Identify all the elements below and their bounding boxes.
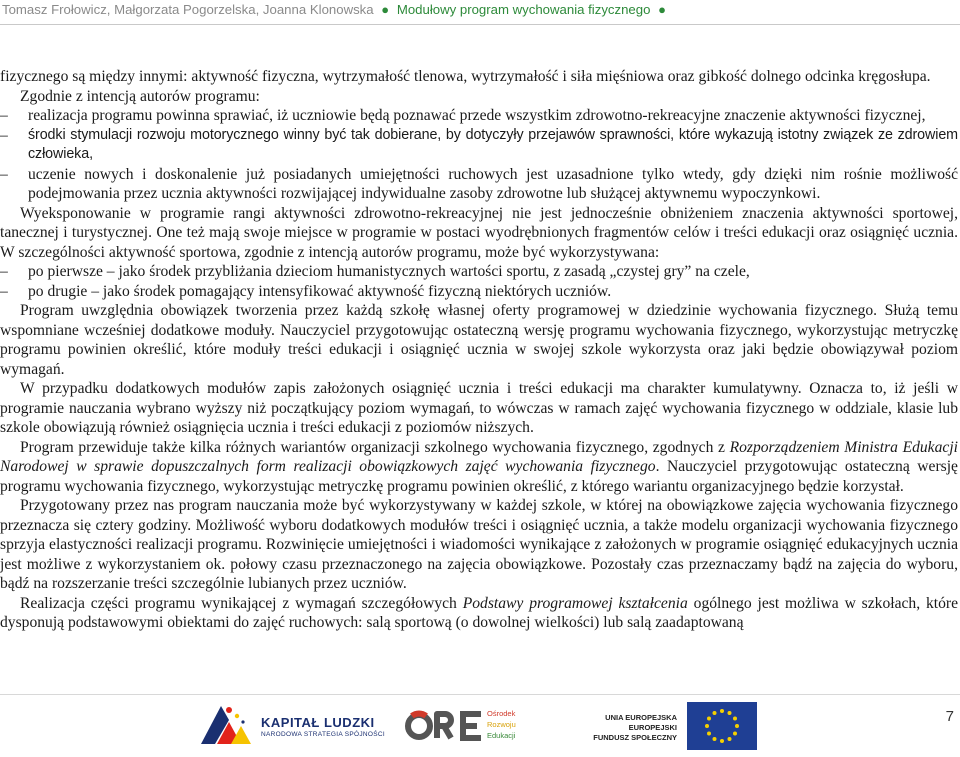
eu-logo-line: FUNDUSZ SPOŁECZNY [593,733,677,742]
paragraph-variants-a: Program przewiduje także kilka różnych wariantów organizacji szkolnego wychowania fizycznego, zgodnych z [20,438,730,456]
core-curriculum-title: Podstawy programowej kształcenia [462,594,688,612]
kapital-ludzki-tagline: NARODOWA STRATEGIA SPÓJNOŚCI [261,731,385,738]
bullet-dot-icon: ● [658,2,666,17]
paragraph-usage: Przygotowany przez nas program nauczania może być wykorzystywany w każdej szkole, w której na obowiązkowe zajęcia wychowania fizycznego przeznacza się cztery godziny. Możliwość wyboru dodatkowych modułów treści i osiągnięć ucznia, a także modelu organizacji wychowania fizycznego sprzyja elastyczności realizacji programu. Rozwinięcie umiejętności i wiadomości wynikające z założonych w programie osiągnięć edukacyjnych ucznia jest możliwe z wykorzystaniem ok. połowy czasu przeznaczonego na zajęcia obowiązkowe. Pozostały czas przeznaczamy bądź na zajęcia do wyboru, bądź na rozszerzanie treści szczególnie lubianych przez uczniów. [0,497,958,592]
paragraph-realization-b: ogólnego jest możliwa w szkołach, które dysponują podstawowymi obiektami do zajęć ruchowych: salą sportową (o dowolnej wielkości) lub salą zaadaptowaną [0,594,959,631]
header-authors: Tomasz Frołowicz, Małgorzata Pogorzelska, Joanna Klonowska [2,2,374,17]
eu-flag-icon [687,702,757,750]
page-header [0,0,960,22]
eu-star-icon [728,711,732,715]
ore-sub-line: Edukacji [487,731,516,740]
kapital-ludzki-name: KAPITAŁ LUDZKI [261,715,375,730]
paragraph-variants [0,438,958,497]
paragraph-sport: Wyeksponowanie w programie rangi aktywności zdrowotno-rekreacyjnej nie jest jednocześnie obniżeniem znaczenia aktywności sportowej, tanecznej i turystycznej. One też mają swoje miejsce w programie w postaci wyodrębnionych fragmentów celów i treści edukacji oraz osiągnięć ucznia. W szczególności aktywność sportowa, zgodnie z intencją autorów programu, może być wykorzystywana: [0,204,958,261]
page-footer [0,696,960,755]
list-item: – po drugie – jako środek pomagający intensyfikować aktywność fizyczną niektórych uczniów. [0,282,958,302]
eu-logo-line: EUROPEJSKI [628,723,677,732]
eu-star-icon [733,717,737,721]
paragraph-variants-b: . Nauczyciel przygotowując ostateczną wersję programu wychowania fizycznego, wykorzystując metryczkę programu powinien określić, z którego wariantu organizacyjnego będzie korzystał. [0,458,958,495]
footer-divider [0,694,960,695]
eu-star-icon [707,717,711,721]
eu-star-icon [733,732,737,736]
list-item: – realizacja programu powinna sprawiać, iż uczniowie będą poznawać przede wszystkim zdrowotno-rekreacyjne znaczenie aktywności fizycznej, [0,106,958,126]
eu-logo-text [585,713,677,743]
ore-letters-icon [405,700,485,752]
page-number: 7 [945,708,954,725]
eu-star-icon [735,724,739,728]
ore-sub-line: Ośrodek [487,709,516,718]
paragraph-obligation: Program uwzględnia obowiązek tworzenia przez każdą szkołę własnej oferty programowej w dziedzinie wychowania fizycznego. Służą temu wspomniane wcześniej dodatkowe moduły. Nauczyciel przygotowując ostateczną wersję programu wychowania fizycznego, wykorzystując metryczkę programu powinien określić, które moduły treści edukacji i osiągnięć ucznia w swojej szkole wykorzysta oraz jaki będzie obowiązywał poziom wymagań. [0,302,958,378]
paragraph-realization-a: Realizacja części programu wynikającej z wymagań szczegółowych [20,594,463,612]
paragraph-intro: fizycznego są między innymi: aktywność fizyczna, wytrzymałość tlenowa, wytrzymałość i siła mięśniowa oraz gibkość dolnego odcinka kręgosłupa. [0,68,931,85]
list-item: – środki stymulacji rozwoju motorycznego winny być tak dobierane, by dotyczyły przejawów sprawności, które wykazują istotny związek ze zdrowiem człowieka, [0,126,958,165]
eu-star-icon [713,711,717,715]
eu-star-icon [713,737,717,741]
bullet-dot-icon: ● [381,2,390,17]
paragraph-cumulative: W przypadku dodatkowych modułów zapis założonych osiągnięć ucznia i treści edukacji ma charakter kumulatywny. Oznacza to, iż jeśli w programie nauczania wybrano wyższy niż początkujący poziom wymagań, to wówczas w ramach zajęć wychowania fizycznego w oddziale, klasie lub szkole obowiązują również osiągnięcia ucznia i treści edukacji z poziomów niższych. [0,380,958,436]
document-body [0,67,958,633]
eu-star-icon [720,739,724,743]
list-item: – po pierwsze – jako środek przybliżania dzieciom humanistycznych wartości sportu, z zasadą „czystej gry” na czele, [0,262,958,282]
eu-star-icon [728,737,732,741]
eu-star-icon [720,709,724,713]
list-item: – uczenie nowych i doskonalenie już posiadanych umiejętności ruchowych jest uzasadnione tylko wtedy, gdy dzięki nim rośnie możliwość podejmowania przez ucznia aktywności rozwijającej indywidualne zasoby zdrowotne lub służącej aktywnemu wypoczynkowi. [0,165,958,204]
header-title: Modułowy program wychowania fizycznego [396,2,651,17]
paragraph-intent: Zgodnie z intencją autorów programu: [20,87,260,105]
kapital-ludzki-logo [195,700,390,752]
eu-star-icon [705,724,709,728]
eu-social-fund-logo [585,700,765,752]
ore-subtitle [487,708,516,741]
regulation-title: Rozporządzeniem Ministra Edukacji Narodowej w sprawie dopuszczalnych form realizacji obowiązkowych zajęć wychowania fizycznego [0,438,958,475]
ore-logo [405,700,570,752]
eu-logo-line: UNIA EUROPEJSKA [605,713,677,722]
ore-sub-line: Rozwoju [487,720,516,729]
header-divider [0,24,960,25]
eu-star-icon [707,732,711,736]
paragraph-realization [0,594,958,633]
kapital-ludzki-emblem-icon [195,700,255,752]
